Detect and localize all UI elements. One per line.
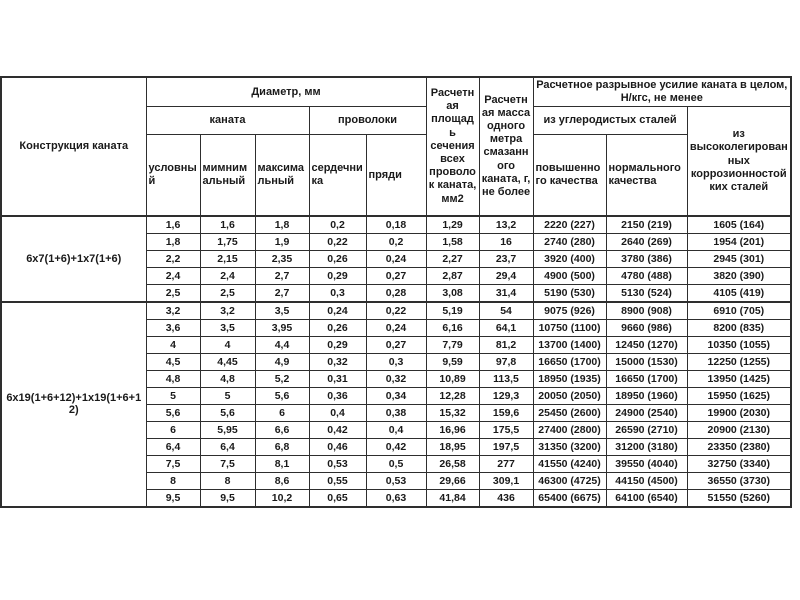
table-row <box>1 302 791 320</box>
table-cell: 23,7 <box>479 250 533 267</box>
table-cell: 5,19 <box>426 302 479 320</box>
header-mass: Расчетная масса одного метра смазанного каната, г, не более <box>479 77 533 216</box>
table-cell: 16,96 <box>426 421 479 438</box>
table-cell: 3,6 <box>146 319 200 336</box>
table-cell: 27400 (2800) <box>533 421 606 438</box>
table-row <box>1 216 791 234</box>
table-cell: 6 <box>255 404 309 421</box>
table-cell: 4,5 <box>146 353 200 370</box>
table-cell: 0,4 <box>309 404 366 421</box>
table-cell: 10750 (1100) <box>533 319 606 336</box>
header-alloy: из высоколегированных коррозионностойких сталей <box>687 107 791 216</box>
rope-spec-table <box>0 76 792 508</box>
table-cell: 4 <box>146 336 200 353</box>
table-cell: 0,36 <box>309 387 366 404</box>
table-cell: 0,5 <box>366 455 426 472</box>
table-cell: 1,9 <box>255 233 309 250</box>
table-cell: 64100 (6540) <box>606 489 687 507</box>
header-normal-quality: нормального качества <box>606 135 687 216</box>
table-cell: 26,58 <box>426 455 479 472</box>
table-cell: 9,5 <box>146 489 200 507</box>
header-breaking-group: Расчетное разрывное усилие каната в целом, Н/кгс, не менее <box>533 77 791 107</box>
table-header <box>1 77 791 216</box>
table-cell: 0,3 <box>366 353 426 370</box>
table-cell: 4780 (488) <box>606 267 687 284</box>
table-cell: 0,46 <box>309 438 366 455</box>
table-cell: 1,29 <box>426 216 479 234</box>
table-cell: 0,42 <box>309 421 366 438</box>
table-cell: 15950 (1625) <box>687 387 791 404</box>
construction-label: 6x19(1+6+12)+1x19(1+6+12) <box>1 302 146 507</box>
table-cell: 3820 (390) <box>687 267 791 284</box>
table-cell: 6,6 <box>255 421 309 438</box>
table-cell: 6,4 <box>200 438 255 455</box>
table-cell: 2,15 <box>200 250 255 267</box>
table-cell: 3,2 <box>146 302 200 320</box>
table-cell: 9660 (986) <box>606 319 687 336</box>
table-cell: 15,32 <box>426 404 479 421</box>
table-cell: 5,6 <box>200 404 255 421</box>
table-cell: 8,1 <box>255 455 309 472</box>
header-carbon-group: из углеродистых сталей <box>533 107 687 135</box>
table-cell: 54 <box>479 302 533 320</box>
table-cell: 8900 (908) <box>606 302 687 320</box>
table-cell: 26590 (2710) <box>606 421 687 438</box>
table-cell: 32750 (3340) <box>687 455 791 472</box>
table-cell: 0,29 <box>309 267 366 284</box>
table-cell: 2,27 <box>426 250 479 267</box>
table-cell: 0,22 <box>309 233 366 250</box>
table-cell: 0,26 <box>309 319 366 336</box>
table-cell: 4900 (500) <box>533 267 606 284</box>
table-cell: 2,2 <box>146 250 200 267</box>
table-cell: 0,4 <box>366 421 426 438</box>
table-cell: 159,6 <box>479 404 533 421</box>
header-row-1 <box>1 77 791 107</box>
table-cell: 0,63 <box>366 489 426 507</box>
table-cell: 0,42 <box>366 438 426 455</box>
table-cell: 5 <box>200 387 255 404</box>
table-cell: 2,5 <box>146 284 200 302</box>
table-cell: 175,5 <box>479 421 533 438</box>
table-cell: 2,7 <box>255 267 309 284</box>
table-cell: 10350 (1055) <box>687 336 791 353</box>
table-cell: 0,31 <box>309 370 366 387</box>
table-cell: 0,24 <box>366 250 426 267</box>
table-cell: 29,66 <box>426 472 479 489</box>
table-cell: 2150 (219) <box>606 216 687 234</box>
table-cell: 46300 (4725) <box>533 472 606 489</box>
table-cell: 2,35 <box>255 250 309 267</box>
table-cell: 0,2 <box>366 233 426 250</box>
table-cell: 0,38 <box>366 404 426 421</box>
table-cell: 309,1 <box>479 472 533 489</box>
table-cell: 5,2 <box>255 370 309 387</box>
table-cell: 129,3 <box>479 387 533 404</box>
table-cell: 0,53 <box>309 455 366 472</box>
table-cell: 1,8 <box>146 233 200 250</box>
table-cell: 19900 (2030) <box>687 404 791 421</box>
table-cell: 0,28 <box>366 284 426 302</box>
table-cell: 25450 (2600) <box>533 404 606 421</box>
table-cell: 5130 (524) <box>606 284 687 302</box>
table-cell: 64,1 <box>479 319 533 336</box>
table-cell: 8200 (835) <box>687 319 791 336</box>
header-maximal: максимальный <box>255 135 309 216</box>
table-cell: 0,55 <box>309 472 366 489</box>
table-cell: 0,2 <box>309 216 366 234</box>
table-cell: 12450 (1270) <box>606 336 687 353</box>
table-cell: 12,28 <box>426 387 479 404</box>
table-cell: 0,32 <box>366 370 426 387</box>
table-cell: 6,16 <box>426 319 479 336</box>
table-cell: 3780 (386) <box>606 250 687 267</box>
header-construction: Конструкция каната <box>1 77 146 216</box>
table-cell: 44150 (4500) <box>606 472 687 489</box>
table-cell: 0,27 <box>366 336 426 353</box>
table-cell: 36550 (3730) <box>687 472 791 489</box>
table-cell: 29,4 <box>479 267 533 284</box>
table-cell: 31350 (3200) <box>533 438 606 455</box>
table-cell: 41550 (4240) <box>533 455 606 472</box>
table-cell: 18,95 <box>426 438 479 455</box>
table-cell: 10,89 <box>426 370 479 387</box>
table-cell: 5,6 <box>255 387 309 404</box>
table-cell: 16650 (1700) <box>533 353 606 370</box>
table-cell: 277 <box>479 455 533 472</box>
table-cell: 41,84 <box>426 489 479 507</box>
table-cell: 8 <box>146 472 200 489</box>
table-cell: 16 <box>479 233 533 250</box>
table-cell: 8 <box>200 472 255 489</box>
table-cell: 4 <box>200 336 255 353</box>
group-6x19 <box>1 302 791 507</box>
table-cell: 2640 (269) <box>606 233 687 250</box>
table-cell: 197,5 <box>479 438 533 455</box>
table-cell: 2220 (227) <box>533 216 606 234</box>
header-strand: пряди <box>366 135 426 216</box>
header-diameter-group: Диаметр, мм <box>146 77 426 107</box>
table-cell: 0,65 <box>309 489 366 507</box>
table-cell: 6,8 <box>255 438 309 455</box>
table-cell: 2945 (301) <box>687 250 791 267</box>
table-cell: 1,8 <box>255 216 309 234</box>
table-cell: 0,18 <box>366 216 426 234</box>
table-cell: 51550 (5260) <box>687 489 791 507</box>
table-cell: 0,22 <box>366 302 426 320</box>
table-cell: 12250 (1255) <box>687 353 791 370</box>
header-wire-group: проволоки <box>309 107 426 135</box>
table-cell: 20900 (2130) <box>687 421 791 438</box>
table-cell: 4,9 <box>255 353 309 370</box>
table-cell: 6910 (705) <box>687 302 791 320</box>
header-rope-group: каната <box>146 107 309 135</box>
table-cell: 5,95 <box>200 421 255 438</box>
table-cell: 2,87 <box>426 267 479 284</box>
table-cell: 18950 (1935) <box>533 370 606 387</box>
table-cell: 3,95 <box>255 319 309 336</box>
table-cell: 8,6 <box>255 472 309 489</box>
table-cell: 9075 (926) <box>533 302 606 320</box>
table-cell: 65400 (6675) <box>533 489 606 507</box>
table-cell: 1,6 <box>146 216 200 234</box>
table-cell: 5190 (530) <box>533 284 606 302</box>
table-cell: 3920 (400) <box>533 250 606 267</box>
table-cell: 3,5 <box>255 302 309 320</box>
header-nominal: условный <box>146 135 200 216</box>
table-cell: 3,08 <box>426 284 479 302</box>
table-cell: 0,32 <box>309 353 366 370</box>
table-cell: 39550 (4040) <box>606 455 687 472</box>
table-cell: 4,8 <box>146 370 200 387</box>
table-cell: 2,4 <box>146 267 200 284</box>
header-core: сердечника <box>309 135 366 216</box>
table-cell: 15000 (1530) <box>606 353 687 370</box>
table-cell: 23350 (2380) <box>687 438 791 455</box>
header-high-quality: повышенного качества <box>533 135 606 216</box>
table-cell: 0,24 <box>366 319 426 336</box>
table-cell: 7,79 <box>426 336 479 353</box>
table-cell: 0,27 <box>366 267 426 284</box>
group-6x7 <box>1 216 791 302</box>
table-cell: 0,24 <box>309 302 366 320</box>
table-cell: 9,5 <box>200 489 255 507</box>
table-cell: 13950 (1425) <box>687 370 791 387</box>
construction-label: 6x7(1+6)+1x7(1+6) <box>1 216 146 302</box>
table-cell: 113,5 <box>479 370 533 387</box>
table-cell: 0,3 <box>309 284 366 302</box>
table-cell: 13,2 <box>479 216 533 234</box>
table-cell: 2,4 <box>200 267 255 284</box>
table-cell: 31200 (3180) <box>606 438 687 455</box>
table-cell: 1605 (164) <box>687 216 791 234</box>
table-cell: 4105 (419) <box>687 284 791 302</box>
table-cell: 1,6 <box>200 216 255 234</box>
table-cell: 7,5 <box>200 455 255 472</box>
table-cell: 16650 (1700) <box>606 370 687 387</box>
table-cell: 4,8 <box>200 370 255 387</box>
header-area: Расчетная площадь сечения всех проволок каната, мм2 <box>426 77 479 216</box>
table-cell: 2,5 <box>200 284 255 302</box>
table-cell: 10,2 <box>255 489 309 507</box>
table-cell: 6 <box>146 421 200 438</box>
table-cell: 436 <box>479 489 533 507</box>
table-cell: 20050 (2050) <box>533 387 606 404</box>
table-cell: 3,2 <box>200 302 255 320</box>
table-cell: 0,26 <box>309 250 366 267</box>
table-cell: 2,7 <box>255 284 309 302</box>
table-cell: 1954 (201) <box>687 233 791 250</box>
table-cell: 7,5 <box>146 455 200 472</box>
table-cell: 0,34 <box>366 387 426 404</box>
table-cell: 1,75 <box>200 233 255 250</box>
table-cell: 5 <box>146 387 200 404</box>
table-cell: 0,53 <box>366 472 426 489</box>
table-cell: 5,6 <box>146 404 200 421</box>
table-cell: 97,8 <box>479 353 533 370</box>
table-cell: 6,4 <box>146 438 200 455</box>
table-cell: 31,4 <box>479 284 533 302</box>
table-cell: 2740 (280) <box>533 233 606 250</box>
table-cell: 4,45 <box>200 353 255 370</box>
table-cell: 3,5 <box>200 319 255 336</box>
table-cell: 4,4 <box>255 336 309 353</box>
table-cell: 0,29 <box>309 336 366 353</box>
table-cell: 81,2 <box>479 336 533 353</box>
table-cell: 13700 (1400) <box>533 336 606 353</box>
table-cell: 18950 (1960) <box>606 387 687 404</box>
table-cell: 24900 (2540) <box>606 404 687 421</box>
header-minimal: мимнимальный <box>200 135 255 216</box>
table-cell: 1,58 <box>426 233 479 250</box>
table-cell: 9,59 <box>426 353 479 370</box>
